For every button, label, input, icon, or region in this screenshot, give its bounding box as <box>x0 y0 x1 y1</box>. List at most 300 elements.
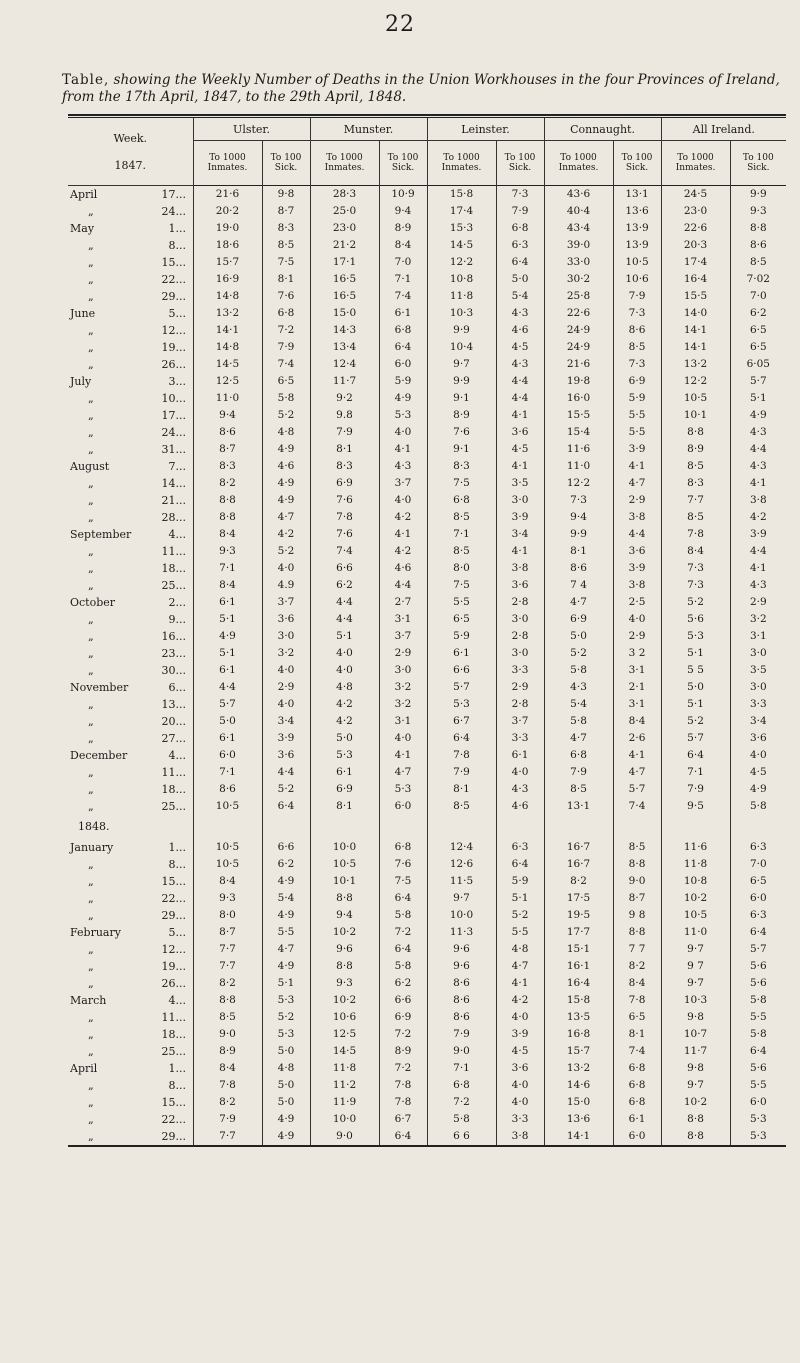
subheader-sick: To 100 Sick. <box>613 141 661 186</box>
rate-per-100-sick-cell: 4·0 <box>496 1077 544 1094</box>
rate-per-1000-inmates-cell: 9·8 <box>661 1009 730 1026</box>
rate-per-1000-inmates-cell: 6·8 <box>544 747 613 764</box>
rate-per-100-sick-cell: 3·2 <box>379 679 427 696</box>
month-label: „ <box>88 1130 94 1143</box>
table-row <box>68 526 786 543</box>
table-row <box>68 645 786 662</box>
rate-per-100-sick-cell: 2·8 <box>496 594 544 611</box>
rate-per-1000-inmates-cell: 14·8 <box>193 339 262 356</box>
day-label: 17... <box>161 409 186 422</box>
rate-per-100-sick-cell: 3·5 <box>730 662 786 679</box>
empty-cell <box>496 815 544 839</box>
rate-per-100-sick-cell: 7·9 <box>496 203 544 220</box>
rate-per-100-sick-cell: 7·4 <box>613 798 661 815</box>
table-row <box>68 594 786 611</box>
rate-per-1000-inmates-cell: 14·5 <box>427 237 496 254</box>
subheader-inmates: To 1000 Inmates. <box>310 141 379 186</box>
empty-cell <box>730 815 786 839</box>
rate-per-100-sick-cell: 6·9 <box>379 1009 427 1026</box>
week-cell <box>68 924 193 941</box>
rate-per-100-sick-cell: 6·8 <box>379 839 427 856</box>
month-label: „ <box>88 273 94 286</box>
province-header-ulster: Ulster. <box>193 118 310 141</box>
month-label: „ <box>88 909 94 922</box>
province-header-leinster: Leinster. <box>427 118 544 141</box>
empty-cell <box>661 815 730 839</box>
rate-per-1000-inmates-cell: 13·4 <box>310 339 379 356</box>
rate-per-1000-inmates-cell: 11·2 <box>310 1077 379 1094</box>
rate-per-100-sick-cell: 5·2 <box>262 543 310 560</box>
rate-per-1000-inmates-cell: 6·0 <box>193 747 262 764</box>
week-header <box>68 118 193 186</box>
week-cell <box>68 458 193 475</box>
rate-per-1000-inmates-cell: 13·6 <box>544 1111 613 1128</box>
table-row <box>68 662 786 679</box>
rate-per-1000-inmates-cell: 6 6 <box>427 1128 496 1145</box>
rate-per-100-sick-cell: 7·5 <box>262 254 310 271</box>
rate-per-1000-inmates-cell: 11·3 <box>427 924 496 941</box>
table-row <box>68 424 786 441</box>
rate-per-100-sick-cell: 13·6 <box>613 203 661 220</box>
rate-per-100-sick-cell: 3·1 <box>613 696 661 713</box>
rate-per-100-sick-cell: 3·7 <box>379 628 427 645</box>
table-row <box>68 441 786 458</box>
rate-per-100-sick-cell: 5·5 <box>262 924 310 941</box>
rate-per-100-sick-cell: 8·5 <box>613 339 661 356</box>
rate-per-1000-inmates-cell: 8·0 <box>427 560 496 577</box>
rate-per-1000-inmates-cell: 7·5 <box>427 475 496 492</box>
rate-per-100-sick-cell: 8·1 <box>613 1026 661 1043</box>
rate-per-100-sick-cell: 3·8 <box>496 560 544 577</box>
rate-per-100-sick-cell: 4·6 <box>379 560 427 577</box>
rate-per-100-sick-cell: 3·6 <box>262 611 310 628</box>
week-cell <box>68 322 193 339</box>
rate-per-1000-inmates-cell: 24·9 <box>544 339 613 356</box>
rate-per-100-sick-cell: 10·9 <box>379 186 427 204</box>
rate-per-1000-inmates-cell: 9·9 <box>427 322 496 339</box>
rate-per-1000-inmates-cell: 6·6 <box>310 560 379 577</box>
rate-per-100-sick-cell: 3·2 <box>262 645 310 662</box>
rate-per-1000-inmates-cell: 11·0 <box>193 390 262 407</box>
rate-per-100-sick-cell: 2·7 <box>379 594 427 611</box>
rate-per-100-sick-cell: 5·8 <box>262 390 310 407</box>
table-row <box>68 288 786 305</box>
month-label: „ <box>88 647 94 660</box>
rate-per-1000-inmates-cell: 28·3 <box>310 186 379 204</box>
rate-per-100-sick-cell: 4·4 <box>379 577 427 594</box>
day-label: 5... <box>168 926 186 939</box>
rate-per-1000-inmates-cell: 10·2 <box>661 1094 730 1111</box>
rate-per-1000-inmates-cell: 12·2 <box>427 254 496 271</box>
week-cell <box>68 237 193 254</box>
table-row <box>68 1026 786 1043</box>
rate-per-100-sick-cell: 6·8 <box>496 220 544 237</box>
rate-per-1000-inmates-cell: 7·7 <box>193 1128 262 1145</box>
rate-per-1000-inmates-cell: 8·4 <box>193 873 262 890</box>
rate-per-1000-inmates-cell: 6·4 <box>427 730 496 747</box>
empty-cell <box>193 815 262 839</box>
table-row <box>68 509 786 526</box>
province-header-all-ireland: All Ireland. <box>661 118 786 141</box>
rate-per-100-sick-cell: 5·3 <box>262 992 310 1009</box>
rate-per-100-sick-cell: 7·1 <box>379 271 427 288</box>
rate-per-1000-inmates-cell: 24·9 <box>544 322 613 339</box>
week-cell <box>68 1043 193 1060</box>
rate-per-100-sick-cell: 8·5 <box>730 254 786 271</box>
rate-per-1000-inmates-cell: 9.8 <box>310 407 379 424</box>
table-row <box>68 679 786 696</box>
rate-per-100-sick-cell: 6·6 <box>262 839 310 856</box>
rate-per-100-sick-cell: 3·9 <box>262 730 310 747</box>
day-label: 15... <box>161 256 186 269</box>
rate-per-1000-inmates-cell: 40·4 <box>544 203 613 220</box>
day-label: 28... <box>161 511 186 524</box>
rate-per-1000-inmates-cell: 5·2 <box>544 645 613 662</box>
rate-per-100-sick-cell: 4·9 <box>379 390 427 407</box>
subheader-inmates: To 1000 Inmates. <box>544 141 613 186</box>
rate-per-1000-inmates-cell: 11·8 <box>661 856 730 873</box>
month-label: „ <box>88 545 94 558</box>
rate-per-100-sick-cell: 4.9 <box>262 577 310 594</box>
rate-per-1000-inmates-cell: 4·0 <box>310 645 379 662</box>
rate-per-100-sick-cell: 4·9 <box>730 781 786 798</box>
rate-per-100-sick-cell: 7·0 <box>379 254 427 271</box>
rate-per-1000-inmates-cell: 10·8 <box>427 271 496 288</box>
rate-per-100-sick-cell: 4·7 <box>613 475 661 492</box>
rate-per-100-sick-cell: 13·9 <box>613 220 661 237</box>
week-cell <box>68 975 193 992</box>
rate-per-1000-inmates-cell: 9·3 <box>193 543 262 560</box>
day-label: 8... <box>168 239 186 252</box>
rate-per-1000-inmates-cell: 16·7 <box>544 839 613 856</box>
month-label: „ <box>88 1028 94 1041</box>
day-label: 17... <box>161 188 186 201</box>
mortality-table-container <box>68 114 786 1147</box>
rate-per-100-sick-cell: 5·9 <box>496 873 544 890</box>
rate-per-100-sick-cell: 3·3 <box>496 730 544 747</box>
day-label: 22... <box>161 273 186 286</box>
rate-per-1000-inmates-cell: 8·6 <box>544 560 613 577</box>
day-label: 15... <box>161 1096 186 1109</box>
week-cell <box>68 856 193 873</box>
week-cell <box>68 958 193 975</box>
rate-per-100-sick-cell: 6·5 <box>730 322 786 339</box>
rate-per-100-sick-cell: 4·1 <box>496 975 544 992</box>
table-row <box>68 611 786 628</box>
rate-per-1000-inmates-cell: 43·6 <box>544 186 613 204</box>
rate-per-100-sick-cell: 7·4 <box>379 288 427 305</box>
week-cell <box>68 271 193 288</box>
table-row <box>68 1111 786 1128</box>
rate-per-1000-inmates-cell: 12·4 <box>310 356 379 373</box>
month-label: July <box>70 375 92 388</box>
rate-per-100-sick-cell: 4·9 <box>730 407 786 424</box>
week-cell <box>68 839 193 856</box>
day-label: 16... <box>161 630 186 643</box>
table-row <box>68 839 786 856</box>
rate-per-1000-inmates-cell: 6·1 <box>310 764 379 781</box>
table-row <box>68 339 786 356</box>
rate-per-100-sick-cell: 3·9 <box>496 1026 544 1043</box>
rate-per-100-sick-cell: 2·9 <box>613 628 661 645</box>
rate-per-1000-inmates-cell: 6·1 <box>427 645 496 662</box>
rate-per-100-sick-cell: 5·3 <box>379 407 427 424</box>
rate-per-1000-inmates-cell: 10·5 <box>661 390 730 407</box>
rate-per-100-sick-cell: 4·4 <box>613 526 661 543</box>
rate-per-1000-inmates-cell: 16·4 <box>661 271 730 288</box>
rate-per-1000-inmates-cell: 4·0 <box>310 662 379 679</box>
rate-per-100-sick-cell: 4·1 <box>379 747 427 764</box>
subheader-inmates: To 1000 Inmates. <box>427 141 496 186</box>
rate-per-1000-inmates-cell: 7·8 <box>661 526 730 543</box>
rate-per-1000-inmates-cell: 5·7 <box>193 696 262 713</box>
rate-per-1000-inmates-cell: 7·4 <box>310 543 379 560</box>
rate-per-1000-inmates-cell: 8·4 <box>193 1060 262 1077</box>
rate-per-1000-inmates-cell: 7·7 <box>193 958 262 975</box>
rate-per-100-sick-cell: 4·8 <box>262 424 310 441</box>
rate-per-1000-inmates-cell: 15·5 <box>661 288 730 305</box>
month-label: April <box>70 188 98 201</box>
rate-per-1000-inmates-cell: 30·2 <box>544 271 613 288</box>
rate-per-100-sick-cell: 6·3 <box>730 907 786 924</box>
rate-per-1000-inmates-cell: 6·9 <box>544 611 613 628</box>
rate-per-1000-inmates-cell: 7·9 <box>427 1026 496 1043</box>
rate-per-100-sick-cell: 5·0 <box>262 1043 310 1060</box>
day-label: 14... <box>161 477 186 490</box>
rate-per-100-sick-cell: 5·6 <box>730 975 786 992</box>
rate-per-1000-inmates-cell: 8·4 <box>193 577 262 594</box>
rate-per-100-sick-cell: 3·0 <box>730 679 786 696</box>
rate-per-1000-inmates-cell: 5·3 <box>310 747 379 764</box>
week-cell <box>68 424 193 441</box>
rate-per-100-sick-cell: 2·9 <box>613 492 661 509</box>
week-cell <box>68 288 193 305</box>
table-row <box>68 577 786 594</box>
rate-per-1000-inmates-cell: 4·9 <box>193 628 262 645</box>
rate-per-100-sick-cell: 4·2 <box>730 509 786 526</box>
rate-per-1000-inmates-cell: 14·1 <box>661 322 730 339</box>
week-cell <box>68 390 193 407</box>
rate-per-1000-inmates-cell: 8·7 <box>193 441 262 458</box>
rate-per-1000-inmates-cell: 8·5 <box>544 781 613 798</box>
rate-per-100-sick-cell: 4·8 <box>262 1060 310 1077</box>
month-label: „ <box>88 630 94 643</box>
day-label: 26... <box>161 358 186 371</box>
rate-per-1000-inmates-cell: 10·1 <box>310 873 379 890</box>
rate-per-1000-inmates-cell: 11·7 <box>310 373 379 390</box>
rate-per-100-sick-cell: 3·3 <box>496 662 544 679</box>
rate-per-1000-inmates-cell: 7 4 <box>544 577 613 594</box>
table-row <box>68 907 786 924</box>
rate-per-100-sick-cell: 8·6 <box>613 322 661 339</box>
day-label: 10... <box>161 392 186 405</box>
week-cell <box>68 407 193 424</box>
rate-per-1000-inmates-cell: 10·0 <box>310 1111 379 1128</box>
rate-per-100-sick-cell: 4·9 <box>262 873 310 890</box>
rate-per-100-sick-cell: 6·0 <box>379 798 427 815</box>
week-cell <box>68 992 193 1009</box>
rate-per-100-sick-cell: 3·6 <box>496 424 544 441</box>
rate-per-100-sick-cell: 3·9 <box>730 526 786 543</box>
rate-per-1000-inmates-cell: 8·1 <box>544 543 613 560</box>
week-cell <box>68 186 193 204</box>
month-label: January <box>70 841 114 854</box>
month-label: „ <box>88 324 94 337</box>
rate-per-100-sick-cell: 6·5 <box>613 1009 661 1026</box>
rate-per-100-sick-cell: 7·6 <box>262 288 310 305</box>
week-cell <box>68 941 193 958</box>
rate-per-1000-inmates-cell: 14·3 <box>310 322 379 339</box>
rate-per-1000-inmates-cell: 6·1 <box>193 594 262 611</box>
rate-per-100-sick-cell: 2·9 <box>730 594 786 611</box>
rate-per-1000-inmates-cell: 21·2 <box>310 237 379 254</box>
month-label: „ <box>88 732 94 745</box>
rate-per-1000-inmates-cell: 25·8 <box>544 288 613 305</box>
rate-per-1000-inmates-cell: 17·5 <box>544 890 613 907</box>
rate-per-100-sick-cell: 4·0 <box>262 560 310 577</box>
rate-per-1000-inmates-cell: 17·1 <box>310 254 379 271</box>
day-label: 27... <box>161 732 186 745</box>
rate-per-1000-inmates-cell: 5·2 <box>661 713 730 730</box>
rate-per-1000-inmates-cell: 9·7 <box>427 356 496 373</box>
rate-per-100-sick-cell: 8·9 <box>379 220 427 237</box>
rate-per-100-sick-cell: 9 8 <box>613 907 661 924</box>
rate-per-1000-inmates-cell: 9·0 <box>427 1043 496 1060</box>
rate-per-1000-inmates-cell: 7·3 <box>544 492 613 509</box>
day-label: 30... <box>161 664 186 677</box>
table-row <box>68 356 786 373</box>
rate-per-100-sick-cell: 6·5 <box>262 373 310 390</box>
table-row <box>68 237 786 254</box>
rate-per-100-sick-cell: 6·0 <box>730 1094 786 1111</box>
table-row <box>68 560 786 577</box>
month-label: „ <box>88 358 94 371</box>
rate-per-1000-inmates-cell: 16·4 <box>544 975 613 992</box>
rate-per-100-sick-cell: 5·5 <box>613 424 661 441</box>
rate-per-100-sick-cell: 5·5 <box>730 1077 786 1094</box>
day-label: 9... <box>168 613 186 626</box>
rate-per-1000-inmates-cell: 17·4 <box>661 254 730 271</box>
day-label: 23... <box>161 647 186 660</box>
month-label: „ <box>88 579 94 592</box>
week-cell <box>68 1060 193 1077</box>
rate-per-100-sick-cell: 3·1 <box>613 662 661 679</box>
month-label: „ <box>88 1113 94 1126</box>
rate-per-1000-inmates-cell: 18·6 <box>193 237 262 254</box>
rate-per-100-sick-cell: 6·2 <box>730 305 786 322</box>
rate-per-1000-inmates-cell: 8·1 <box>310 441 379 458</box>
rate-per-100-sick-cell: 5·8 <box>730 798 786 815</box>
month-label: November <box>70 681 129 694</box>
rate-per-100-sick-cell: 6·4 <box>496 254 544 271</box>
rate-per-1000-inmates-cell: 20·2 <box>193 203 262 220</box>
rate-per-100-sick-cell: 5·0 <box>496 271 544 288</box>
rate-per-1000-inmates-cell: 7·8 <box>427 747 496 764</box>
table-row <box>68 1094 786 1111</box>
day-label: 1... <box>168 1062 186 1075</box>
month-label: June <box>70 307 96 320</box>
day-label: 20... <box>161 715 186 728</box>
rate-per-100-sick-cell: 3·9 <box>613 560 661 577</box>
rate-per-100-sick-cell: 3·1 <box>379 713 427 730</box>
rate-per-1000-inmates-cell: 16·5 <box>310 271 379 288</box>
rate-per-1000-inmates-cell: 9·9 <box>427 373 496 390</box>
rate-per-100-sick-cell: 4·8 <box>496 941 544 958</box>
rate-per-1000-inmates-cell: 7·6 <box>310 492 379 509</box>
rate-per-1000-inmates-cell: 14·0 <box>661 305 730 322</box>
rate-per-100-sick-cell: 4·1 <box>379 441 427 458</box>
rate-per-1000-inmates-cell: 8·8 <box>661 1128 730 1145</box>
rate-per-100-sick-cell: 6·5 <box>730 339 786 356</box>
week-cell <box>68 509 193 526</box>
month-label: „ <box>88 664 94 677</box>
rate-per-1000-inmates-cell: 8·2 <box>193 1094 262 1111</box>
week-cell <box>68 441 193 458</box>
month-label: „ <box>88 800 94 813</box>
month-label: „ <box>88 613 94 626</box>
rate-per-1000-inmates-cell: 8·5 <box>427 798 496 815</box>
rate-per-1000-inmates-cell: 8·6 <box>427 992 496 1009</box>
rate-per-100-sick-cell: 7·2 <box>379 924 427 941</box>
rate-per-1000-inmates-cell: 8·8 <box>193 992 262 1009</box>
week-cell <box>68 1009 193 1026</box>
rate-per-100-sick-cell: 6·1 <box>613 1111 661 1128</box>
rate-per-100-sick-cell: 3·1 <box>730 628 786 645</box>
rate-per-100-sick-cell: 6·3 <box>496 839 544 856</box>
rate-per-100-sick-cell: 4·1 <box>730 560 786 577</box>
rate-per-100-sick-cell: 8·5 <box>262 237 310 254</box>
rate-per-1000-inmates-cell: 10·2 <box>661 890 730 907</box>
subheader-sick: To 100 Sick. <box>496 141 544 186</box>
rate-per-100-sick-cell: 3·1 <box>379 611 427 628</box>
rate-per-100-sick-cell: 7·9 <box>262 339 310 356</box>
day-label: 8... <box>168 1079 186 1092</box>
rate-per-1000-inmates-cell: 8·8 <box>661 424 730 441</box>
rate-per-100-sick-cell: 2·8 <box>496 696 544 713</box>
rate-per-100-sick-cell: 8·2 <box>613 958 661 975</box>
month-label: „ <box>88 256 94 269</box>
day-label: 26... <box>161 977 186 990</box>
week-cell <box>68 628 193 645</box>
week-cell <box>68 356 193 373</box>
rate-per-1000-inmates-cell: 9·7 <box>661 975 730 992</box>
month-label: „ <box>88 239 94 252</box>
rate-per-100-sick-cell: 4·2 <box>379 509 427 526</box>
rate-per-100-sick-cell: 3·0 <box>262 628 310 645</box>
rate-per-100-sick-cell: 7·9 <box>613 288 661 305</box>
day-label: 11... <box>161 1011 186 1024</box>
day-label: 29... <box>161 909 186 922</box>
rate-per-1000-inmates-cell: 5·0 <box>544 628 613 645</box>
rate-per-100-sick-cell: 4·9 <box>262 1111 310 1128</box>
rate-per-100-sick-cell: 2·1 <box>613 679 661 696</box>
week-cell <box>68 713 193 730</box>
rate-per-1000-inmates-cell: 4·4 <box>193 679 262 696</box>
month-label: „ <box>88 943 94 956</box>
table-row <box>68 390 786 407</box>
rate-per-100-sick-cell: 4·3 <box>496 781 544 798</box>
rate-per-100-sick-cell: 4·5 <box>496 339 544 356</box>
rate-per-1000-inmates-cell: 19·0 <box>193 220 262 237</box>
rate-per-100-sick-cell: 4·3 <box>379 458 427 475</box>
rate-per-100-sick-cell: 8·6 <box>730 237 786 254</box>
table-row <box>68 271 786 288</box>
month-label: „ <box>88 977 94 990</box>
rate-per-1000-inmates-cell: 10·7 <box>661 1026 730 1043</box>
table-caption <box>62 72 782 106</box>
rate-per-100-sick-cell: 4·4 <box>730 441 786 458</box>
rate-per-100-sick-cell: 8·8 <box>613 856 661 873</box>
